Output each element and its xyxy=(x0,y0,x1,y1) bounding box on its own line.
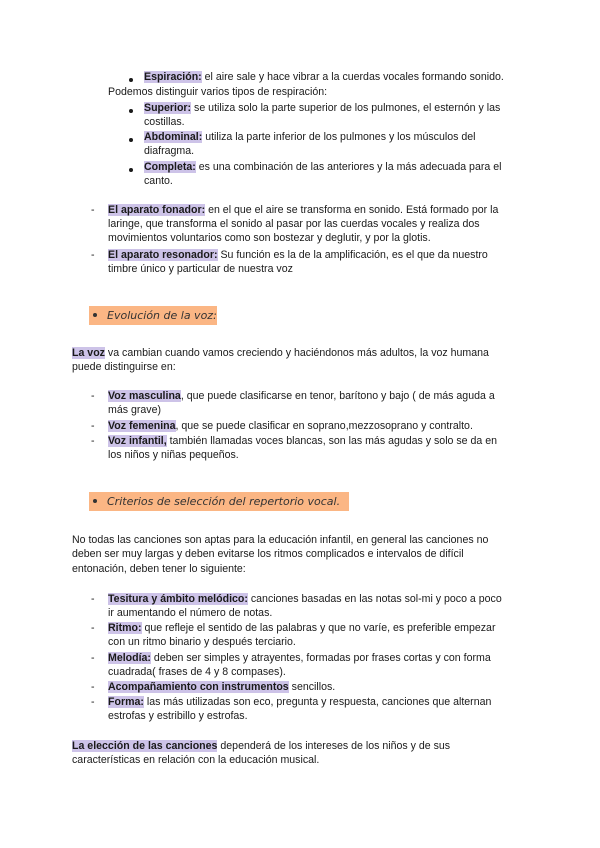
melodia-line-1: Melodía: deben ser simples y atrayentes, formadas por frases cortas y con forma xyxy=(108,652,491,664)
dash: - xyxy=(91,435,95,447)
dash: - xyxy=(91,420,95,432)
abdominal-line-1: Abdominal: utiliza la parte inferior de los pulmones y los músculos del xyxy=(144,131,476,143)
fonador-term: El aparato fonador: xyxy=(108,204,206,216)
melodia-term: Melodía: xyxy=(108,652,151,664)
section-bullet-icon xyxy=(93,313,97,317)
fonador-line-3: movimientos voluntarios como son bostezar y deglutir, y por la glotis. xyxy=(108,232,431,244)
dash: - xyxy=(91,622,95,634)
tesitura-term: Tesitura y ámbito melódico: xyxy=(108,593,248,605)
completa-term: Completa: xyxy=(144,161,196,173)
ritmo-line-1: Ritmo: que refleje el sentido de las palabras y que no varíe, es preferible empezar xyxy=(108,622,496,634)
abdominal-line-2: diafragma. xyxy=(144,145,195,157)
voz-line-1: La voz va cambian cuando vamos creciendo y haciéndonos más adultos, la voz humana xyxy=(72,347,489,359)
superior-line-1: Superior: se utiliza solo la parte superior de los pulmones, el esternón y las xyxy=(144,102,501,114)
voz-masculina-line-1: Voz masculina, que puede clasificarse en tenor, barítono y bajo ( de más aguda a xyxy=(108,390,495,402)
voz-line-2: puede distinguirse en: xyxy=(72,361,176,373)
eleccion-term: La elección de las canciones xyxy=(72,740,218,752)
section-bullet-icon xyxy=(93,499,97,503)
forma-term: Forma: xyxy=(108,696,144,708)
ritmo-term: Ritmo: xyxy=(108,622,142,634)
acompanamiento-line: Acompañamiento con instrumentos sencillos. xyxy=(108,681,336,693)
dash: - xyxy=(91,696,95,708)
criterios-intro-2: deben ser muy largas y deben evitarse los ritmos complicados e intervalos de difícil xyxy=(72,548,464,560)
ritmo-line-2: con un ritmo binario y después terciario. xyxy=(108,636,296,648)
dash: - xyxy=(91,390,95,402)
respiration-intro: Podemos distinguir varios tipos de respiración: xyxy=(108,86,328,98)
forma-line-1: Forma: las más utilizadas son eco, pregunta y respuesta, canciones que alternan xyxy=(108,696,492,708)
completa-line-1: Completa: es una combinación de las anteriores y la más adecuada para el xyxy=(144,161,502,173)
dash: - xyxy=(91,652,95,664)
criterios-intro-3: entonación, deben tener lo siguiente: xyxy=(72,563,246,575)
dash: - xyxy=(91,249,95,261)
espiracion-line xyxy=(144,71,504,84)
eleccion-line-1: La elección de las canciones dependerá de los intereses de los niños y de sus xyxy=(72,740,451,752)
acompanamiento-term: Acompañamiento con instrumentos xyxy=(108,681,289,693)
superior-line-2: costillas. xyxy=(144,116,185,128)
dash: - xyxy=(91,593,95,605)
tesitura-line-2: ir aumentando el número de notas. xyxy=(108,607,273,619)
section-title: Evolución de la voz: xyxy=(107,309,217,322)
resonador-term: El aparato resonador: xyxy=(108,249,218,261)
section-title: Criterios de selección del repertorio vocal. xyxy=(107,495,341,508)
voz-term: La voz xyxy=(72,347,105,359)
voz-infantil-term: Voz infantil, xyxy=(108,435,167,447)
bullet-dot xyxy=(129,78,133,82)
forma-line-2: estrofas y estribillo y estrofas. xyxy=(108,710,248,722)
espiracion-text: el aire sale y hace vibrar a la cuerdas vocales formando sonido. xyxy=(204,71,504,83)
resonador-line-1: El aparato resonador: Su función es la de la amplificación, es el que da nuestro xyxy=(108,249,488,261)
dash: - xyxy=(91,681,95,693)
abdominal-term: Abdominal: xyxy=(144,131,203,143)
fonador-line-2: laringe, que transforma el sonido al pasar por las cuerdas vocales y realiza dos xyxy=(108,218,480,230)
dash: - xyxy=(91,204,95,216)
voz-infantil-line-1: Voz infantil, también llamadas voces blancas, son las más agudas y solo se da en xyxy=(108,435,498,447)
voz-femenina-line: Voz femenina, que se puede clasificar en soprano,mezzosoprano y contralto. xyxy=(108,420,473,432)
voz-infantil-line-2: los niños y niñas pequeños. xyxy=(108,449,239,461)
criterios-intro-1: No todas las canciones son aptas para la educación infantil, en general las canciones no xyxy=(72,534,489,546)
voz-masculina-line-2: más grave) xyxy=(108,404,161,416)
melodia-line-2: cuadrada( frases de 4 y 8 compases). xyxy=(108,666,286,678)
section-heading-criterios xyxy=(89,492,349,511)
bullet-dot xyxy=(129,109,133,113)
resonador-line-2: timbre único y particular de nuestra voz xyxy=(108,263,293,275)
eleccion-line-2: características en relación con la educación musical. xyxy=(72,754,320,766)
espiracion-term: Espiración: xyxy=(144,71,202,83)
section-heading-evolucion xyxy=(89,306,217,325)
voz-masculina-term: Voz masculina xyxy=(108,390,181,402)
bullet-dot xyxy=(129,168,133,172)
voz-femenina-term: Voz femenina xyxy=(108,420,176,432)
superior-term: Superior: xyxy=(144,102,192,114)
fonador-line-1: El aparato fonador: en el que el aire se transforma en sonido. Está formado por la xyxy=(108,204,499,216)
bullet-dot xyxy=(129,138,133,142)
tesitura-line-1: Tesitura y ámbito melódico: canciones basadas en las notas sol-mi y poco a poco xyxy=(108,593,502,605)
completa-line-2: canto. xyxy=(144,175,173,187)
